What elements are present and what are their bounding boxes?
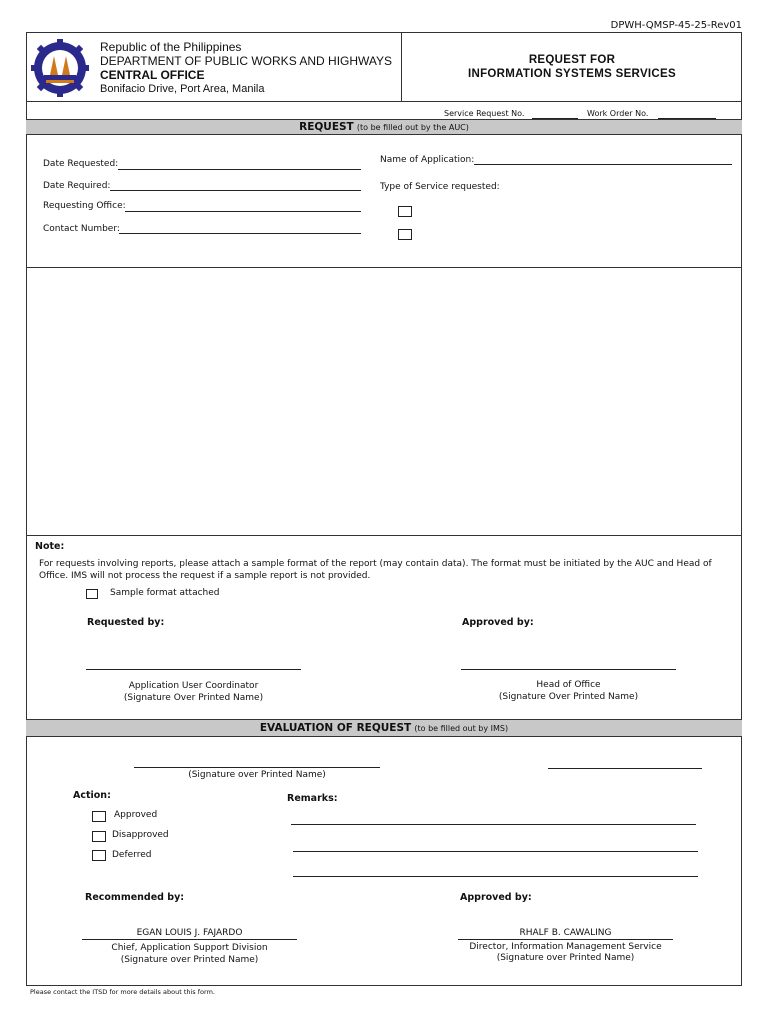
ims-signature-caption: (Signature over Printed Name) (188, 770, 326, 780)
recommender-signature-line[interactable] (82, 939, 297, 940)
name-of-application-field[interactable] (474, 164, 732, 165)
date-requested-label: Date Requested: (43, 159, 119, 169)
form-title-line2: INFORMATION SYSTEMS SERVICES (468, 68, 676, 80)
requesting-office-field[interactable] (125, 211, 361, 212)
disapproved-checkbox[interactable] (92, 831, 106, 842)
evaluation-section-title: EVALUATION OF REQUEST (259, 722, 412, 734)
header-bottom-rule (26, 101, 742, 102)
date-requested-field[interactable] (118, 169, 361, 170)
auc-caption: (Signature Over Printed Name) (123, 693, 264, 703)
recommended-by-label: Recommended by: (85, 892, 185, 903)
ims-signature-line[interactable] (134, 767, 380, 768)
form-code: DPWH-QMSP-45-25-Rev01 (610, 20, 742, 31)
service-type-checkbox-2[interactable] (398, 229, 412, 240)
date-required-label: Date Required: (43, 181, 111, 191)
contact-number-field[interactable] (119, 233, 361, 234)
recommender-caption: (Signature over Printed Name) (120, 955, 259, 965)
approved-by-label: Approved by: (462, 617, 534, 628)
head-caption: (Signature Over Printed Name) (498, 692, 639, 702)
org-line2: DEPARTMENT OF PUBLIC WORKS AND HIGHWAYS (100, 54, 393, 68)
service-type-checkbox-1[interactable] (398, 206, 412, 217)
request-section-title: REQUEST (299, 121, 354, 133)
service-request-label: Service Request No. (444, 109, 525, 118)
request-section-subtitle: (to be filled out by the AUC) (356, 123, 469, 132)
sample-format-checkbox[interactable] (86, 589, 98, 599)
recommender-name: EGAN LOUIS J. FAJARDO (136, 928, 243, 938)
name-of-application-label: Name of Application: (380, 155, 475, 165)
recommender-title: Chief, Application Support Division (111, 943, 268, 953)
org-line1: Republic of the Philippines (100, 40, 242, 54)
deferred-checkbox[interactable] (92, 850, 106, 861)
request-details-area[interactable] (27, 268, 741, 534)
head-signature-line[interactable] (461, 669, 676, 670)
eval-approved-by-label: Approved by: (460, 892, 532, 903)
type-of-service-label: Type of Service requested: (380, 182, 500, 192)
footer-note: Please contact the ITSD for more details about this form. (30, 988, 215, 996)
work-order-label: Work Order No. (587, 109, 649, 118)
approved-checkbox[interactable] (92, 811, 106, 822)
header-divider (401, 32, 402, 101)
head-title: Head of Office (536, 680, 601, 690)
approved-option-label: Approved (114, 810, 158, 820)
sample-format-label: Sample format attached (110, 588, 220, 598)
approver-signature-line[interactable] (458, 939, 673, 940)
deferred-option-label: Deferred (112, 850, 152, 860)
approver-name: RHALF B. CAWALING (519, 928, 612, 938)
ims-date-line[interactable] (548, 768, 702, 769)
date-required-field[interactable] (110, 190, 361, 191)
auc-title: Application User Coordinator (128, 681, 259, 691)
request-section-bar (26, 119, 742, 135)
action-label: Action: (73, 790, 111, 801)
remarks-line-1[interactable] (291, 824, 696, 825)
org-line4: Bonifacio Drive, Port Area, Manila (100, 83, 265, 95)
org-line3: CENTRAL OFFICE (100, 68, 205, 82)
remarks-line-3[interactable] (293, 876, 698, 877)
evaluation-section-bar (26, 719, 742, 737)
contact-number-label: Contact Number: (43, 224, 120, 234)
approver-caption: (Signature over Printed Name) (496, 953, 635, 963)
requested-by-label: Requested by: (87, 617, 165, 628)
note-text: For requests involving reports, please attach a sample format of the report (may contain data). The format must be initiated by the AUC and Head of Office. IMS will not process the request if a sample report is not provided. (39, 559, 712, 581)
details-bottom-rule (26, 535, 742, 536)
approver-title: Director, Information Management Service (469, 942, 662, 952)
form-title-line1: REQUEST FOR (528, 54, 616, 66)
dpwh-seal-icon (30, 38, 90, 98)
evaluation-section-subtitle: (to be filled out by IMS) (414, 724, 509, 733)
note-label: Note: (35, 541, 65, 552)
remarks-line-2[interactable] (293, 851, 698, 852)
remarks-label: Remarks: (287, 793, 338, 804)
disapproved-option-label: Disapproved (112, 830, 169, 840)
auc-signature-line[interactable] (86, 669, 301, 670)
requesting-office-label: Requesting Office: (43, 201, 126, 211)
